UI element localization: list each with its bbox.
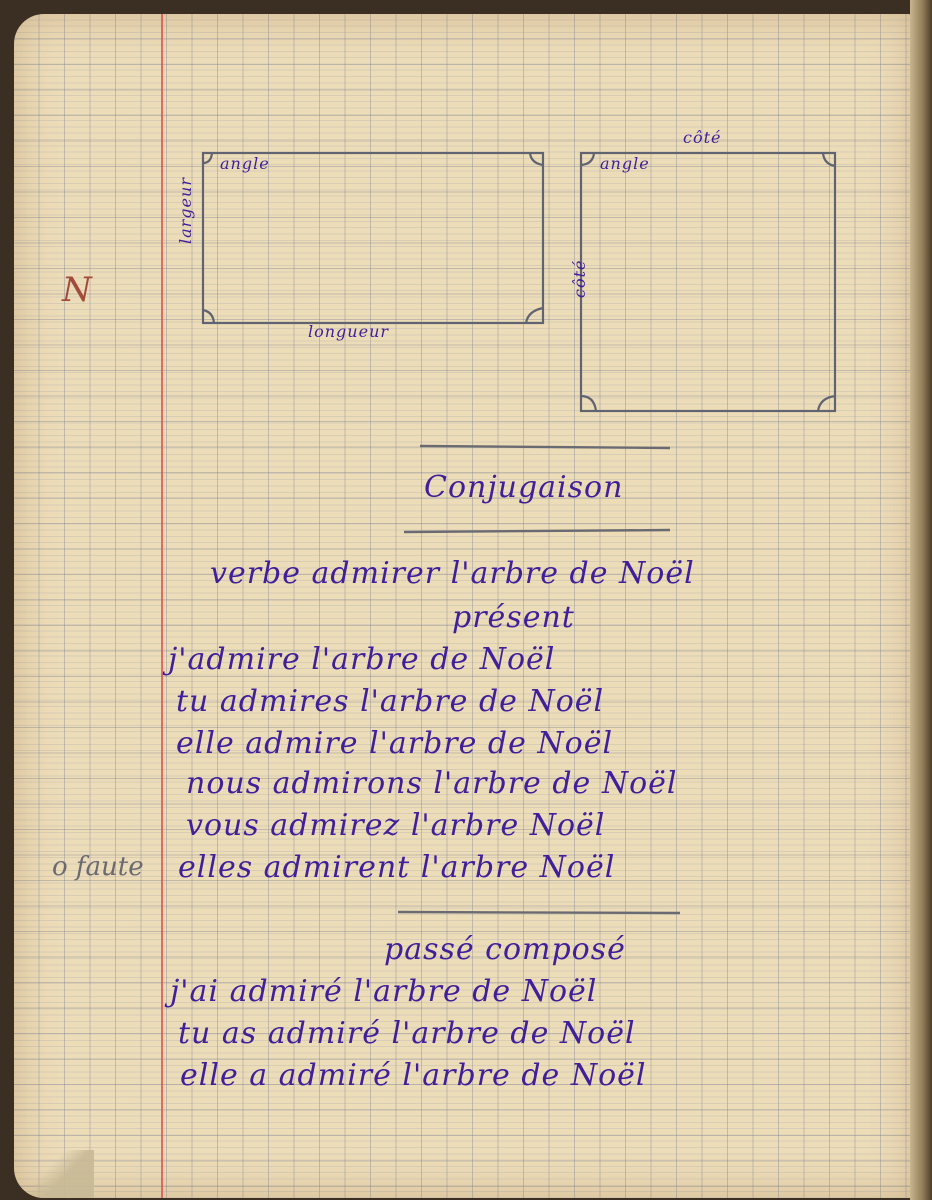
- conjugation-line: nous admirons l'arbre de Noël: [186, 766, 678, 801]
- tense-title-passe-compose: passé composé: [384, 932, 626, 967]
- grade-mark: N: [62, 270, 92, 310]
- rectangle-length-label: longueur: [308, 322, 390, 341]
- tense-title-present: présent: [452, 600, 575, 635]
- square-angle-label: angle: [600, 154, 650, 173]
- square-figure: [581, 153, 835, 411]
- conjugation-line: tu as admiré l'arbre de Noël: [178, 1016, 636, 1051]
- conjugation-line: elle admire l'arbre de Noël: [176, 726, 614, 761]
- conjugation-line: tu admires l'arbre de Noël: [176, 684, 605, 719]
- conjugation-line: elle a admiré l'arbre de Noël: [180, 1058, 647, 1093]
- square-left-side-label: côté: [570, 259, 589, 298]
- conjugation-line: j'admire l'arbre de Noël: [168, 642, 556, 677]
- square-top-side-label: côté: [683, 128, 722, 147]
- exercise-title: verbe admirer l'arbre de Noël: [210, 556, 695, 591]
- conjugation-line: j'ai admiré l'arbre de Noël: [170, 974, 598, 1009]
- conjugation-line: vous admirez l'arbre Noël: [186, 808, 606, 843]
- conjugation-line: elles admirent l'arbre Noël: [178, 850, 616, 885]
- section-title: Conjugaison: [424, 470, 624, 505]
- rectangle-figure: [203, 153, 543, 323]
- rectangle-width-label: largeur: [176, 177, 195, 244]
- fault-note: o faute: [52, 852, 144, 882]
- rectangle-angle-label: angle: [220, 154, 270, 173]
